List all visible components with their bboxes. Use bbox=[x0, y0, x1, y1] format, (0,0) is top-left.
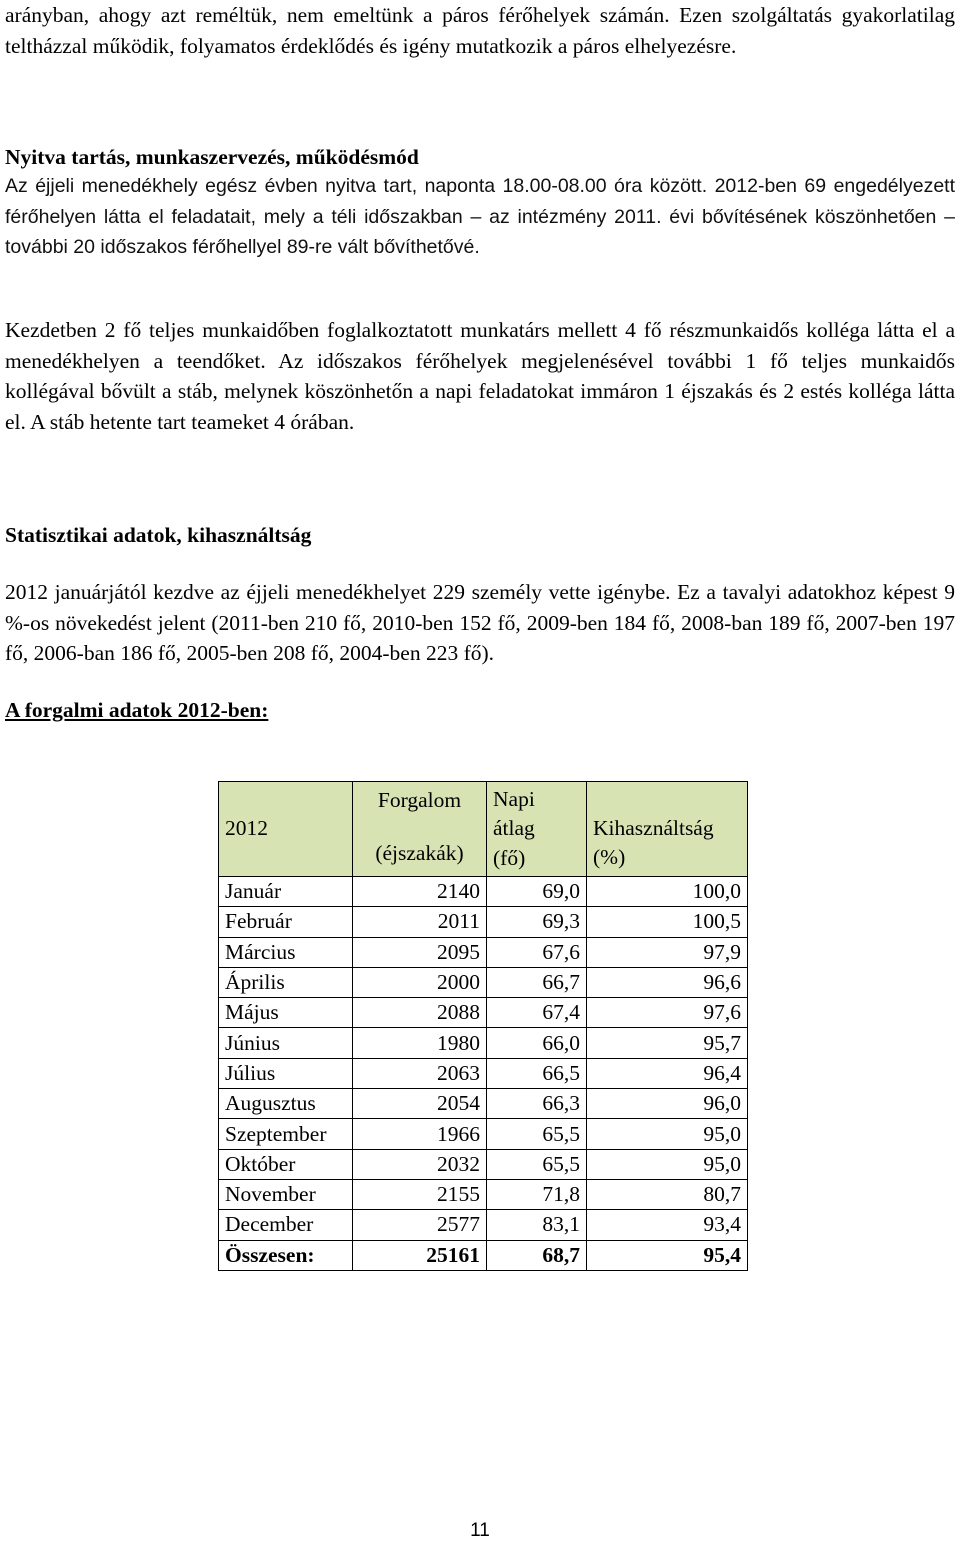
cell-month: Augusztus bbox=[219, 1089, 353, 1119]
cell-forgalom: 2088 bbox=[353, 998, 487, 1028]
cell-kihasznaltsag: 95,0 bbox=[587, 1119, 748, 1149]
table-total-row bbox=[219, 1240, 748, 1270]
cell-forgalom: 2011 bbox=[353, 907, 487, 937]
table-row bbox=[219, 1089, 748, 1119]
cell-forgalom: 2054 bbox=[353, 1089, 487, 1119]
table-row bbox=[219, 877, 748, 907]
page-number: 11 bbox=[470, 1520, 490, 1541]
cell-month: Április bbox=[219, 967, 353, 997]
cell-forgalom: 2140 bbox=[353, 877, 487, 907]
cell-napi-atlag: 65,5 bbox=[487, 1119, 587, 1149]
header-napi-line-1: Napi bbox=[493, 786, 535, 811]
cell-napi-atlag: 66,3 bbox=[487, 1089, 587, 1119]
cell-napi-atlag: 66,0 bbox=[487, 1028, 587, 1058]
cell-kihasznaltsag: 97,9 bbox=[587, 937, 748, 967]
cell-month: Július bbox=[219, 1058, 353, 1088]
header-year: 2012 bbox=[219, 782, 353, 877]
header-forgalom-unit: (éjszakák) bbox=[375, 841, 464, 865]
cell-total-label: Összesen: bbox=[219, 1240, 353, 1270]
header-kihasznaltsag-unit: (%) bbox=[593, 845, 626, 869]
table-row bbox=[219, 907, 748, 937]
cell-month: Február bbox=[219, 907, 353, 937]
cell-month: November bbox=[219, 1179, 353, 1209]
table-row bbox=[219, 967, 748, 997]
cell-month: December bbox=[219, 1210, 353, 1240]
table-row bbox=[219, 937, 748, 967]
cell-napi-atlag: 67,6 bbox=[487, 937, 587, 967]
cell-napi-atlag: 83,1 bbox=[487, 1210, 587, 1240]
traffic-table bbox=[218, 781, 748, 1271]
cell-napi-atlag: 65,5 bbox=[487, 1149, 587, 1179]
header-napi-line-2: átlag bbox=[493, 816, 535, 841]
cell-kihasznaltsag: 96,0 bbox=[587, 1089, 748, 1119]
cell-month: Május bbox=[219, 998, 353, 1028]
cell-month: Szeptember bbox=[219, 1119, 353, 1149]
cell-kihasznaltsag: 80,7 bbox=[587, 1179, 748, 1209]
cell-kihasznaltsag: 96,6 bbox=[587, 967, 748, 997]
header-kihasznaltsag-label: Kihasználtság bbox=[593, 815, 714, 840]
table-row bbox=[219, 1028, 748, 1058]
cell-napi-atlag: 66,7 bbox=[487, 967, 587, 997]
cell-month: Március bbox=[219, 937, 353, 967]
cell-napi-atlag: 69,0 bbox=[487, 877, 587, 907]
intro-paragraph: arányban, ahogy azt reméltük, nem emeltünk a páros férőhelyek számán. Ezen szolgáltatás gyakorlatilag teltházzal működik, folyamatos érdeklődés és igény mutatkozik a páros elhelyezésre. bbox=[5, 3, 955, 58]
table-row bbox=[219, 1058, 748, 1088]
table-header-row bbox=[219, 782, 748, 877]
cell-napi-atlag: 66,5 bbox=[487, 1058, 587, 1088]
header-napi-line-3: (fő) bbox=[493, 845, 526, 870]
section-heading-opening: Nyitva tartás, munkaszervezés, működésmód bbox=[5, 145, 419, 169]
cell-month: Június bbox=[219, 1028, 353, 1058]
table-row bbox=[219, 1179, 748, 1209]
table-row bbox=[219, 1210, 748, 1240]
cell-kihasznaltsag: 97,6 bbox=[587, 998, 748, 1028]
table-row bbox=[219, 1119, 748, 1149]
table-row bbox=[219, 1149, 748, 1179]
cell-kihasznaltsag: 96,4 bbox=[587, 1058, 748, 1088]
header-kihasznaltsag bbox=[587, 782, 748, 877]
cell-forgalom: 2095 bbox=[353, 937, 487, 967]
opening-paragraph-1: Az éjjeli menedékhely egész évben nyitva tart, naponta 18.00-08.00 óra között. 2012-ben 69 engedélyezett férőhelyen látta el feladatait, mely a téli időszakban – az intézmény 2011. évi bővítésének köszönhetően – további 20 időszakos férőhellyel 89-re vált bővíthetővé. bbox=[5, 175, 955, 258]
cell-napi-atlag: 67,4 bbox=[487, 998, 587, 1028]
header-napi-atlag bbox=[487, 782, 587, 877]
cell-forgalom: 2032 bbox=[353, 1149, 487, 1179]
stats-paragraph: 2012 januárjától kezdve az éjjeli menedékhelyet 229 személy vette igénybe. Ez a tavalyi adatokhoz képest 9 %-os növekedést jelent (2011-ben 210 fő, 2010-ben 152 fő, 2009-ben 184 fő, 2008-ban 189 fő, 2007-ben 197 fő, 2006-ban 186 fő, 2005-ben 208 fő, 2004-ben 223 fő). bbox=[5, 580, 955, 665]
section-heading-stats: Statisztikai adatok, kihasználtság bbox=[5, 523, 312, 547]
cell-kihasznaltsag: 93,4 bbox=[587, 1210, 748, 1240]
cell-kihasznaltsag: 100,5 bbox=[587, 907, 748, 937]
cell-napi-atlag: 71,8 bbox=[487, 1179, 587, 1209]
cell-forgalom: 1966 bbox=[353, 1119, 487, 1149]
cell-forgalom: 2577 bbox=[353, 1210, 487, 1240]
cell-total-napi-atlag: 68,7 bbox=[487, 1240, 587, 1270]
table-body bbox=[219, 877, 748, 1271]
cell-kihasznaltsag: 95,7 bbox=[587, 1028, 748, 1058]
table-row bbox=[219, 998, 748, 1028]
cell-month: Január bbox=[219, 877, 353, 907]
header-forgalom bbox=[353, 782, 487, 877]
header-forgalom-label: Forgalom bbox=[377, 787, 462, 812]
cell-kihasznaltsag: 95,0 bbox=[587, 1149, 748, 1179]
cell-total-forgalom: 25161 bbox=[353, 1240, 487, 1270]
cell-napi-atlag: 69,3 bbox=[487, 907, 587, 937]
cell-forgalom: 2063 bbox=[353, 1058, 487, 1088]
cell-forgalom: 2000 bbox=[353, 967, 487, 997]
cell-month: Október bbox=[219, 1149, 353, 1179]
cell-total-kihasznaltsag: 95,4 bbox=[587, 1240, 748, 1270]
table-caption: A forgalmi adatok 2012-ben: bbox=[5, 698, 269, 722]
cell-forgalom: 1980 bbox=[353, 1028, 487, 1058]
opening-paragraph-2: Kezdetben 2 fő teljes munkaidőben foglalkoztatott munkatárs mellett 4 fő részmunkaidős kolléga látta el a menedékhelyen a teendőket. Az időszakos férőhelyek megjelenésével további 1 fő teljes munkaidős kollégával bővült a stáb, melynek köszönhetőn a napi feladatokat immáron 1 éjszakás és 2 estés kolléga látta el. A stáb hetente tart teameket 4 órában. bbox=[5, 318, 955, 434]
cell-kihasznaltsag: 100,0 bbox=[587, 877, 748, 907]
cell-forgalom: 2155 bbox=[353, 1179, 487, 1209]
